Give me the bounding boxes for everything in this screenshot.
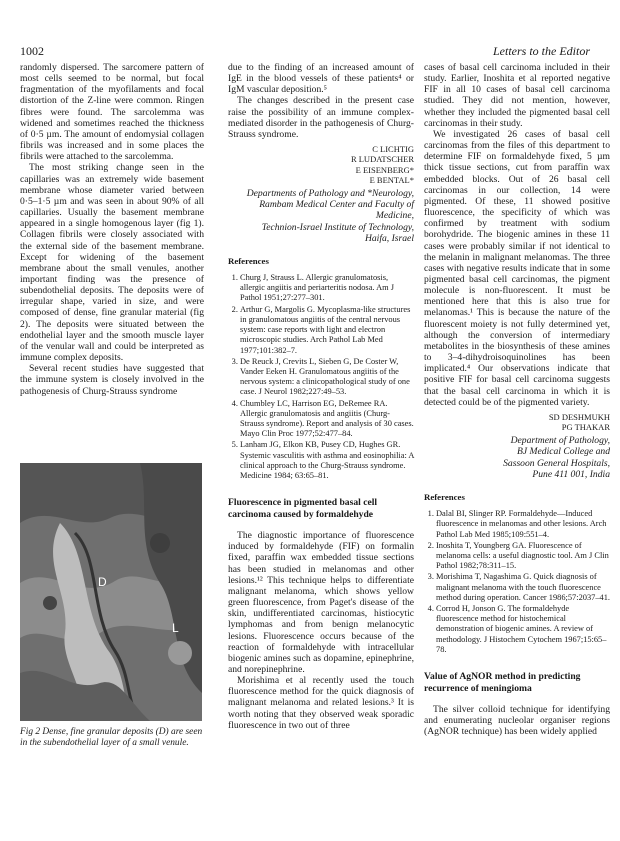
article-title: Fluorescence in pigmented basal cell carcinoma caused by formaldehyde bbox=[228, 497, 378, 520]
author-signatures bbox=[424, 412, 610, 432]
references-heading: References bbox=[424, 492, 465, 503]
column-3 bbox=[424, 62, 610, 738]
reference-item: 3. De Reuck J, Crevits L, Sieben G, De Coster W, Vander Eeken H. Granulomatous angiitis of the nervous system: a clinicopathological study of one case. J Neurol 1982;227:49–53. bbox=[240, 357, 414, 398]
figure-label-d: D bbox=[98, 575, 107, 589]
author-affiliation bbox=[424, 435, 610, 480]
reference-list bbox=[424, 509, 610, 655]
column-1 bbox=[20, 62, 204, 397]
paragraph: cases of basal cell carcinoma included in their study. Earlier, Inoshita et al reported negative FIF in all 10 cases of basal cell carcinoma studied. They did not mention, however, whether they included the pigmented basal cell carcinomas in their study. bbox=[424, 62, 610, 129]
paragraph: Several recent studies have suggested that the immune system is closely involved in the pathogenesis of Churg-Strauss syndrome bbox=[20, 363, 204, 397]
author-name: C LICHTIG bbox=[372, 144, 414, 155]
journal-section-title: Letters to the Editor bbox=[493, 44, 590, 58]
reference-item: 1. Churg J, Strauss L. Allergic granulomatosis, allergic angiitis and periarteritis nodosa. Am J Pathol 1951;27:277–301. bbox=[240, 273, 414, 304]
paragraph: randomly dispersed. The sarcomere pattern of most cells seemed to be normal, but focal fragmentation of the myofilaments and focal distortion of the Z-line were common. Ringen fibres were found. The sarcolemma was widened and sometimes reached the thickness of 0·5 µm. The amount of endomysial collagen fibrils was increased and in some places the fibrils were attached to the sarcolemma. bbox=[20, 62, 204, 163]
reference-item: 3. Morishima T, Nagashima G. Quick diagnosis of malignant melanoma with the touch fluorescence method during operation. Cancer 1986;57:2037–41. bbox=[436, 572, 610, 603]
paragraph: The changes described in the present case raise the possibility of an immune complex-mediated disorder in the pathogenesis of Churg-Strauss syndrome. bbox=[228, 95, 414, 140]
affiliation-line: Department of Pathology, bbox=[510, 435, 610, 447]
author-signatures bbox=[228, 144, 414, 185]
affiliation-line: Medicine, bbox=[375, 210, 414, 222]
column-2 bbox=[228, 62, 414, 731]
page-number: 1002 bbox=[20, 44, 44, 58]
author-name: R LUDATSCHER bbox=[350, 154, 414, 165]
affiliation-line: Pune 411 001, India bbox=[532, 468, 610, 480]
reference-item: 1. Dalal BI, Slinger RP. Formaldehyde—Induced fluorescence in melanomas and other lesions. Arch Pathol Lab Med 1985;109:551–4. bbox=[436, 509, 610, 540]
figure-caption: Fig 2 Dense, fine granular deposits (D) are seen in the subendothelial layer of a small venule. bbox=[20, 727, 203, 748]
affiliation-line: Rambam Medical Center and Faculty of bbox=[259, 199, 414, 211]
author-name: E BENTAL* bbox=[369, 174, 414, 185]
reference-item: 5. Lanham JG, Elkon KB, Pusey CD, Hughes GR. Systemic vasculitis with asthma and eosinophilia: A clinical approach to the Churg-Strauss syndrome. Medicine 1984; 63:65–81. bbox=[240, 440, 414, 481]
paragraph: The diagnostic importance of fluorescence induced by formaldehyde (FIF) on formalin fixed, paraffin wax embedded tissue sections has been studied in melanomas and other lesions.¹² This technique helps to differentiate malignant melanoma, which shows yellow green fluorescence, from Paget's disease of the skin, undifferentiated carcinomas, histiocytic lymphomas and from benign melanocytic lesions. Fluorescence occurs because of the reaction of formaldehyde with intracellular biogenic amines such as dopamine, epinephrine, and norepinephrine. bbox=[228, 530, 414, 676]
paragraph: The silver colloid technique for identifying and enumerating nucleolar organiser regions (AgNOR technique) has been widely applied bbox=[424, 704, 610, 738]
affiliation-line: Haifa, Israel bbox=[364, 232, 414, 244]
affiliation-line: Technion-Israel Institute of Technology, bbox=[261, 221, 414, 233]
paragraph: Morishima et al recently used the touch fluorescence method for the quick diagnosis of malignant melanoma and related lesions.³ It is worth noting that they observed weak sporadic fluorescence in two out of three bbox=[228, 675, 414, 731]
micrograph-image bbox=[20, 463, 202, 721]
paragraph: We investigated 26 cases of basal cell carcinomas from the files of this department to determine FIF on formaldehyde fixed, 5 µm thick tissue sections, cut from paraffin wax embedded blocks. Out of 26 basal cell carcinomas in our collection, 14 were pigmented. Of these, 11 showed positive fluorescence, the specificity of which was confirmed by treatment with sodium borohydride. The biogenic amines in these 11 cases were probably similar if not identical to the melanin in malignant melanomas. The three cases with negative results indicate that in some pigmented basal cell carcinomas, the pigment molecule is non-fluorescent. It must be mentioned here that this is also true for melanomas.¹ This is because the nature of the fluorescent moiety is not fully determined yet, although the conversion of intermediary metabolites in the biosynthesis of these amines to 3–4-dihydroisoquinolines has been implicated.⁴ Our observations indicate that positive FIF for basal cell carcinoma suggests that the basal cell carcinoma in which it is detected could be of the pigmented variety. bbox=[424, 128, 610, 408]
affiliation-line: BJ Medical College and bbox=[517, 446, 610, 458]
author-name: SD DESHMUKH bbox=[548, 411, 610, 422]
paragraph: due to the finding of an increased amount of IgE in the blood vessels of these patients⁴ or IgM vascular deposition.⁵ bbox=[228, 62, 414, 96]
author-name: PG THAKAR bbox=[561, 422, 610, 433]
references-heading: References bbox=[228, 255, 269, 266]
affiliation-line: Departments of Pathology and *Neurology, bbox=[246, 187, 414, 199]
reference-item: 2. Inoshita T, Youngberg GA. Fluorescence of melanoma cells: a useful diagnostic tool. Am J Clin Pathol 1982;78:311–15. bbox=[436, 541, 610, 572]
paragraph: The most striking change seen in the capillaries was an extremely wide basement membrane whose diameter varied between 0·5–1·5 µm and was seen in about 90% of all capillaries. Usually the basement membrane appeared in a single homogenous layer (fig 1). Collagen fibrils were closely associated with the external side of the basement membrane. Except for widening of the basement membrane about the small venules, another important finding was the presence of subendothelial deposits. The deposits were of irregular shape, varied in size, and were composed of dense, fine granular material (fig 2). The deposits were situated between the endothelial layer and the smooth muscle layer of the venular wall and could be interpreted as immune complex deposits. bbox=[20, 162, 204, 364]
article-title: Value of AgNOR method in predicting recurrence of meningioma bbox=[424, 671, 581, 694]
reference-item: 2. Arthur G, Margolis G. Mycoplasma-like structures in granulomatous angiitis of the central nervous system: case reports with light and electron microscopic studies. Arch Pathol Lab Med 1977;101:382–7. bbox=[240, 305, 414, 356]
author-affiliation bbox=[228, 188, 414, 244]
figure-label-l: L bbox=[172, 621, 179, 635]
reference-list bbox=[228, 273, 414, 481]
reference-item: 4. Chumbley LC, Harrison EG, DeRemee RA. Allergic granulomatosis and angiitis (Churg-Strauss syndrome). Report and analysis of 30 cases. Mayo Clin Proc 1977;52:477–84. bbox=[240, 399, 414, 440]
micrograph-figure-2 bbox=[20, 463, 202, 721]
author-name: E EISENBERG* bbox=[355, 164, 414, 175]
affiliation-line: Sassoon General Hospitals, bbox=[503, 457, 610, 469]
reference-item: 4. Corrod H, Jonson G. The formaldehyde fluorescence method for histochemical demonstration of biogenic amines. A review of methodology. J Histochem Cytochem 1967;15:65–78. bbox=[436, 604, 610, 655]
